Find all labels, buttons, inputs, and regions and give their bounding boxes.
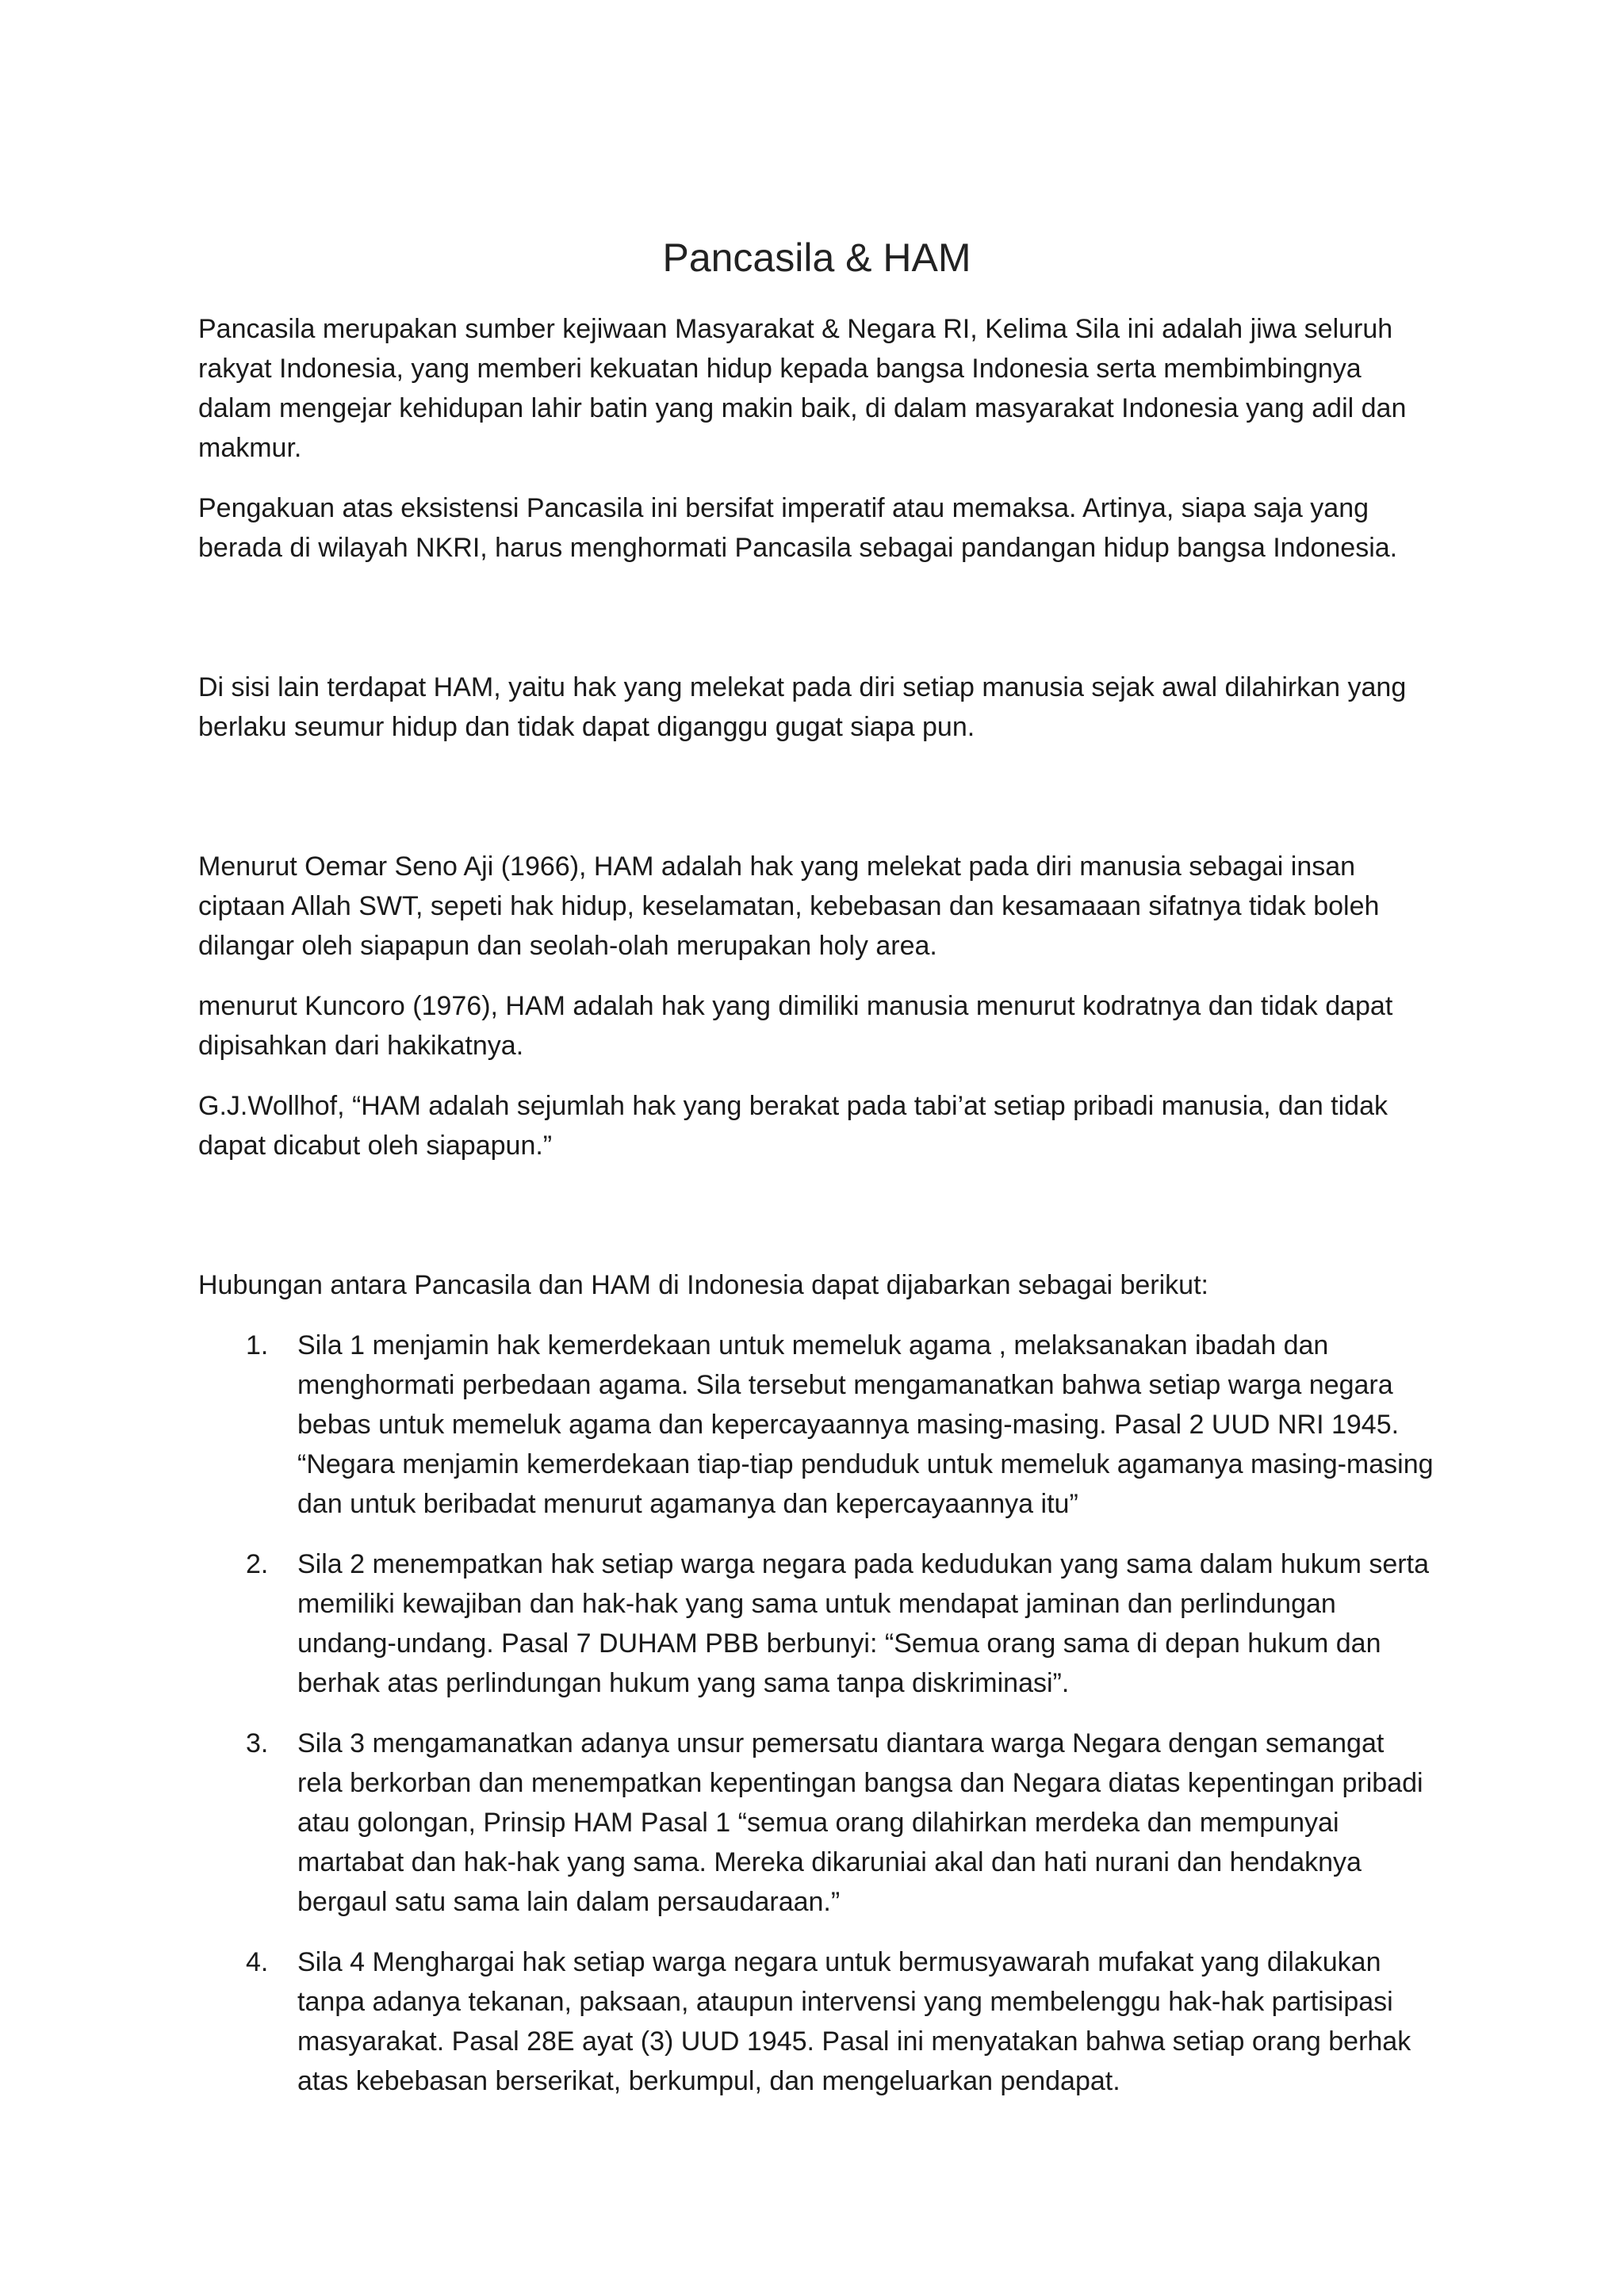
paragraph-pengakuan: Pengakuan atas eksistensi Pancasila ini bersifat imperatif atau memaksa. Artinya, siapa saja yang berada di wilayah NKRI, harus menghormati Pancasila sebagai pandangan hidup bangsa Indonesia. — [198, 493, 1398, 563]
list-item-text: Sila 2 menempatkan hak setiap warga negara pada kedudukan yang sama dalam hukum serta memiliki kewajiban dan hak-hak yang sama untuk mendapat jaminan dan perlindungan undang-undang. Pasal 7 DUHAM PBB berbunyi: “Semua orang sama di depan hukum dan berhak atas perlindungan hukum yang sama tanpa diskriminasi”. — [297, 1549, 1429, 1698]
blank-line — [198, 588, 1435, 668]
document-title: Pancasila & HAM — [662, 235, 971, 280]
blank-line — [198, 1186, 1435, 1265]
list-number: 3. — [246, 1728, 269, 1758]
paragraph-wollhof: G.J.Wollhof, “HAM adalah sejumlah hak yang berakat pada tabi’at setiap pribadi manusia, dan tidak dapat dicabut oleh siapapun.” — [198, 1091, 1388, 1161]
list-item-text: Sila 3 mengamanatkan adanya unsur pemersatu diantara warga Negara dengan semangat rela berkorban dan menempatkan kepentingan bangsa dan Negara diatas kepentingan pribadi atau golongan, Prinsip HAM Pasal 1 “semua orang dilahirkan merdeka dan mempunyai martabat dan hak-hak yang sama. Mereka dikaruniai akal dan hati nurani dan hendaknya bergaul satu sama lain dalam persaudaraan.” — [297, 1728, 1423, 1917]
paragraph-hubungan: Hubungan antara Pancasila dan HAM di Indonesia dapat dijabarkan sebagai berikut: — [198, 1270, 1208, 1300]
list-number: 2. — [246, 1549, 269, 1579]
paragraph-kuncoro: menurut Kuncoro (1976), HAM adalah hak yang dimiliki manusia menurut kodratnya dan tidak dapat dipisahkan dari hakikatnya. — [198, 991, 1393, 1061]
paragraph-pancasila-intro: Pancasila merupakan sumber kejiwaan Masyarakat & Negara RI, Kelima Sila ini adalah jiwa seluruh rakyat Indonesia, yang memberi kekuatan hidup kepada bangsa Indonesia serta membimbingnya dalam mengejar kehidupan lahir batin yang makin baik, di dalam masyarakat Indonesia yang adil dan makmur. — [198, 314, 1407, 463]
list-number: 1. — [246, 1330, 269, 1360]
paragraph-oemar-seno-aji: Menurut Oemar Seno Aji (1966), HAM adalah hak yang melekat pada diri manusia sebagai insan ciptaan Allah SWT, sepeti hak hidup, keselamatan, kebebasan dan kesamaaan sifatnya tidak boleh dilangar oleh siapapun dan seolah-olah merupakan holy area. — [198, 851, 1380, 961]
document-body — [198, 230, 1435, 2122]
list-item-sila-3 — [198, 1724, 1435, 1922]
blank-line — [198, 767, 1435, 847]
list-number: 4. — [246, 1947, 269, 1977]
list-item-sila-4 — [198, 1942, 1435, 2101]
list-item-sila-2 — [198, 1544, 1435, 1703]
list-item-text: Sila 1 menjamin hak kemerdekaan untuk memeluk agama , melaksanakan ibadah dan menghormati perbedaan agama. Sila tersebut mengamanatkan bahwa setiap warga negara bebas untuk memeluk agama dan kepercayaannya masing-masing. Pasal 2 UUD NRI 1945. “Negara menjamin kemerdekaan tiap-tiap penduduk untuk memeluk agamanya masing-masing dan untuk beribadat menurut agamanya dan kepercayaannya itu” — [297, 1330, 1434, 1519]
list-item-text: Sila 4 Menghargai hak setiap warga negara untuk bermusyawarah mufakat yang dilakukan tanpa adanya tekanan, paksaan, ataupun intervensi yang membelenggu hak-hak partisipasi masyarakat. Pasal 28E ayat (3) UUD 1945. Pasal ini menyatakan bahwa setiap orang berhak atas kebebasan berserikat, berkumpul, dan mengeluarkan pendapat. — [297, 1947, 1411, 2096]
list-item-sila-1 — [198, 1326, 1435, 1524]
numbered-list — [198, 1326, 1435, 2101]
paragraph-ham-definition: Di sisi lain terdapat HAM, yaitu hak yang melekat pada diri setiap manusia sejak awal dilahirkan yang berlaku seumur hidup dan tidak dapat diganggu gugat siapa pun. — [198, 672, 1407, 742]
